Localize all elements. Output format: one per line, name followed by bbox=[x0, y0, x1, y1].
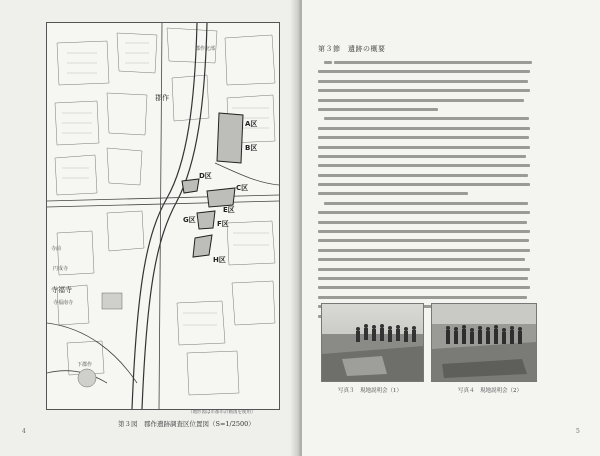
zone-label-h: H区 bbox=[213, 256, 226, 264]
text-line bbox=[318, 105, 532, 114]
place-gunsaku: 郡作 bbox=[155, 94, 169, 102]
body-text bbox=[318, 58, 532, 321]
place-enjoji: 円成寺 bbox=[53, 266, 69, 272]
text-line bbox=[318, 274, 532, 283]
place-terafukunanji: 寺福南寺 bbox=[53, 300, 74, 306]
text-line bbox=[318, 265, 532, 274]
photo-site-briefing-2 bbox=[431, 303, 537, 382]
zone-label-e: E区 bbox=[223, 206, 235, 214]
zone-label-a: A区 bbox=[245, 120, 258, 128]
photo-site-briefing-1 bbox=[321, 303, 424, 382]
text-line bbox=[318, 152, 532, 161]
text-line bbox=[318, 133, 532, 142]
text-line bbox=[318, 143, 532, 152]
zone-label-g: G区 bbox=[183, 216, 196, 224]
text-line bbox=[318, 199, 532, 208]
text-line bbox=[318, 189, 532, 198]
map-credit: （地形図は市都市計画図を使用） bbox=[188, 410, 256, 415]
text-line bbox=[318, 246, 532, 255]
place-gunsaku-north: 郡作北部 bbox=[195, 46, 216, 52]
text-line bbox=[318, 218, 532, 227]
text-line bbox=[318, 180, 532, 189]
left-page bbox=[0, 0, 298, 456]
zone-label-c: C区 bbox=[236, 184, 249, 192]
place-terasaki: 寺前 bbox=[51, 246, 62, 252]
text-line bbox=[318, 67, 532, 76]
zone-label-f: F区 bbox=[217, 220, 229, 228]
photo-caption-2: 写真４ 現地説明会（2） bbox=[458, 388, 523, 394]
site-map bbox=[46, 22, 280, 410]
text-line bbox=[318, 77, 532, 86]
map-drawing bbox=[47, 23, 279, 409]
text-line bbox=[318, 293, 532, 302]
text-line bbox=[318, 236, 532, 245]
text-line bbox=[318, 124, 532, 133]
page-number-left: 4 bbox=[22, 428, 26, 435]
text-line bbox=[318, 161, 532, 170]
text-line bbox=[318, 208, 532, 217]
text-line bbox=[318, 96, 532, 105]
text-line bbox=[318, 171, 532, 180]
text-line bbox=[318, 255, 532, 264]
text-line bbox=[318, 114, 532, 123]
map-caption: 第３図 郡作遺跡調査区位置図（S=1/2500） bbox=[118, 420, 255, 428]
text-line bbox=[318, 227, 532, 236]
text-line bbox=[318, 86, 532, 95]
section-title: 第３節 遺跡の概要 bbox=[318, 45, 386, 53]
place-terafukuji: 寺福寺 bbox=[51, 286, 72, 294]
zone-label-b: B区 bbox=[245, 144, 258, 152]
photo-caption-1: 写真３ 現地説明会（1） bbox=[338, 388, 403, 394]
place-shimo-gunsaku: 下郡作 bbox=[77, 362, 93, 368]
page-number-right: 5 bbox=[576, 428, 580, 435]
text-line bbox=[318, 283, 532, 292]
zone-label-d: D区 bbox=[199, 172, 212, 180]
text-line bbox=[318, 58, 532, 67]
